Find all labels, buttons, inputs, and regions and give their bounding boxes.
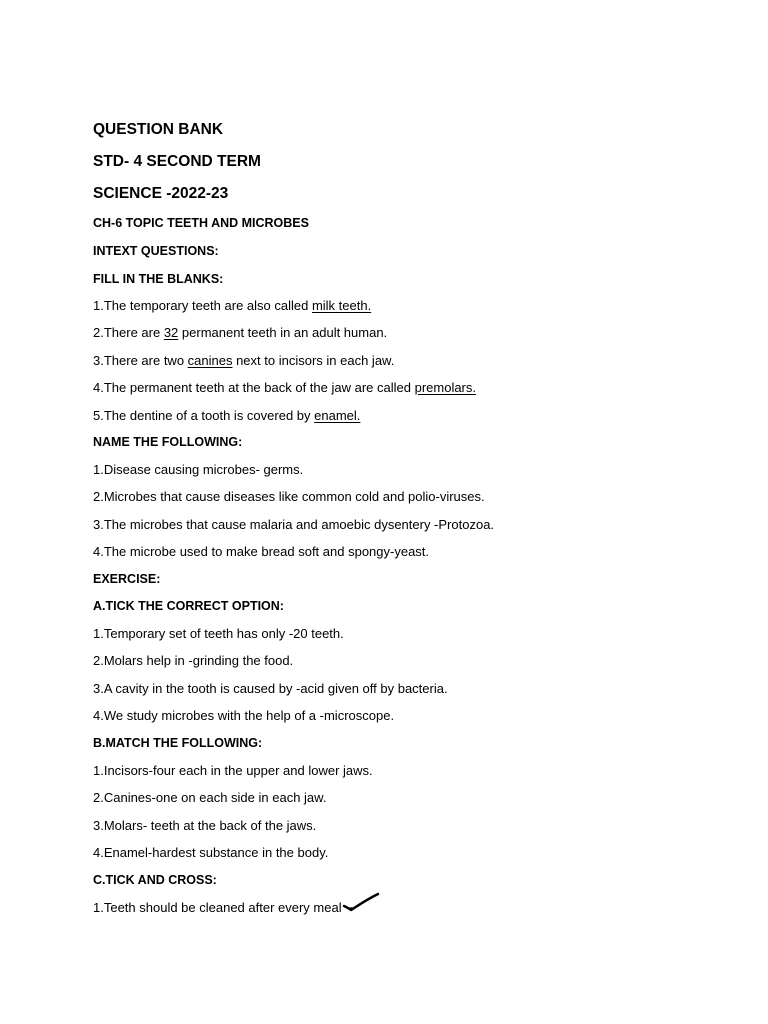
intext-heading: INTEXT QUESTIONS: [93, 244, 219, 258]
fill-blank-question: 4.The permanent teeth at the back of the jaw are called [93, 380, 415, 395]
name-following-item: 1.Disease causing microbes- germs. [93, 462, 304, 477]
fill-blank-item [93, 298, 371, 313]
tick-correct-item: 4.We study microbes with the help of a -microscope. [93, 708, 395, 723]
fill-blank-item [93, 325, 387, 340]
fill-blank-item [93, 380, 476, 395]
name-following-heading: NAME THE FOLLOWING: [93, 435, 243, 449]
fill-blanks-heading: FILL IN THE BLANKS: [93, 272, 224, 286]
fill-blank-item [93, 408, 360, 423]
fill-blank-answer: milk teeth. [311, 298, 372, 313]
match-item: 1.Incisors-four each in the upper and lower jaws. [93, 763, 373, 778]
fill-blank-question: 2.There are [93, 325, 164, 340]
tick-correct-item: 1.Temporary set of teeth has only -20 teeth. [93, 626, 344, 641]
tick-correct-item: 3.A cavity in the tooth is caused by -acid given off by bacteria. [93, 681, 448, 696]
doc-title: QUESTION BANK [93, 121, 224, 138]
name-following-item: 3.The microbes that cause malaria and amoebic dysentery -Protozoa. [93, 517, 495, 532]
fill-blank-answer: canines [187, 353, 233, 368]
doc-std: STD- 4 SECOND TERM [93, 153, 261, 170]
chapter-title: CH-6 TOPIC TEETH AND MICROBES [93, 216, 309, 230]
match-heading: B.MATCH THE FOLLOWING: [93, 736, 263, 750]
name-following-item: 2.Microbes that cause diseases like common cold and polio-viruses. [93, 489, 485, 504]
doc-subject: SCIENCE -2022-23 [93, 185, 229, 202]
fill-blank-question: 3.There are two [93, 353, 188, 368]
fill-blank-item [93, 353, 394, 368]
tick-cross-heading: C.TICK AND CROSS: [93, 873, 217, 887]
fill-blank-answer: enamel. [314, 408, 361, 423]
match-item: 4.Enamel-hardest substance in the body. [93, 845, 329, 860]
fill-blank-question-end: permanent teeth in an adult human. [178, 325, 388, 340]
fill-blank-answer: 32 [163, 325, 179, 340]
match-item: 2.Canines-one on each side in each jaw. [93, 790, 327, 805]
fill-blank-question: 5.The dentine of a tooth is covered by [93, 408, 315, 423]
exercise-heading: EXERCISE: [93, 572, 161, 586]
match-item: 3.Molars- teeth at the back of the jaws. [93, 818, 317, 833]
tick-correct-item: 2.Molars help in -grinding the food. [93, 653, 294, 668]
tick-correct-heading: A.TICK THE CORRECT OPTION: [93, 599, 284, 613]
fill-blank-question-end: next to incisors in each jaw. [232, 353, 395, 368]
fill-blank-question: 1.The temporary teeth are also called [93, 298, 312, 313]
tick-cross-item: 1.Teeth should be cleaned after every meal [93, 900, 342, 915]
handwritten-tick-icon [342, 891, 380, 915]
name-following-item: 4.The microbe used to make bread soft and spongy-yeast. [93, 544, 430, 559]
fill-blank-answer: premolars. [414, 380, 477, 395]
